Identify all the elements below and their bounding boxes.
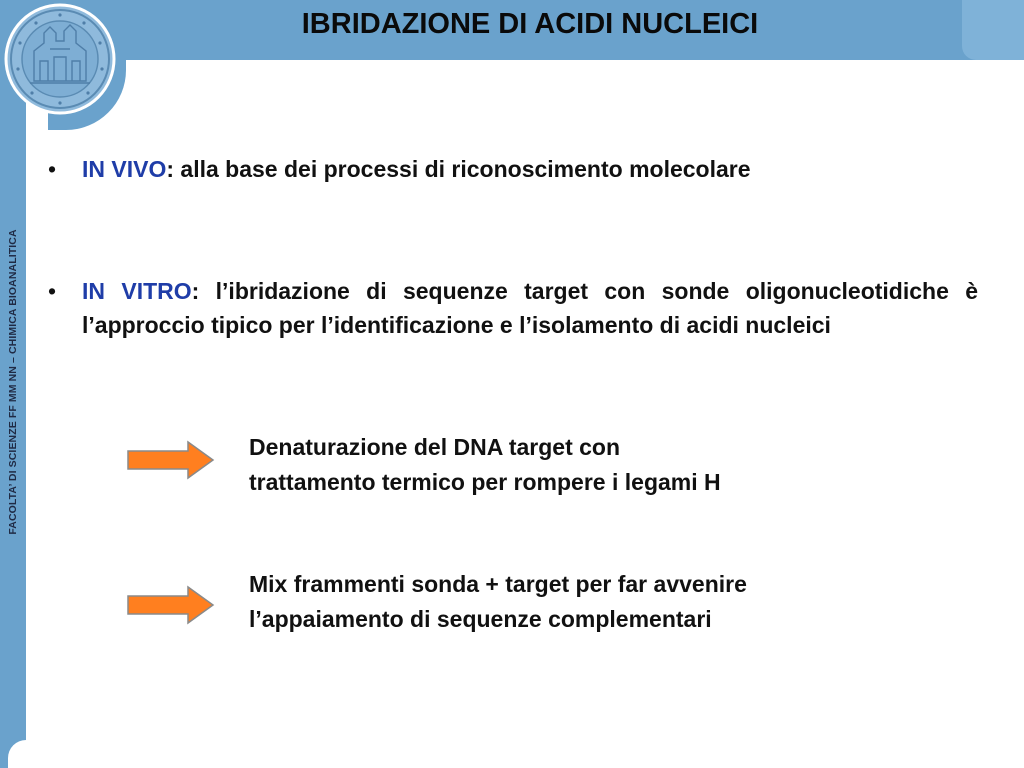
step-denaturation bbox=[249, 430, 969, 500]
university-seal-icon bbox=[4, 3, 116, 115]
keyword-in-vivo: IN VIVO bbox=[82, 156, 167, 182]
step-hybridization bbox=[249, 567, 969, 637]
bullet-marker: • bbox=[48, 278, 57, 304]
title-bar-notch bbox=[962, 0, 1024, 60]
step-denaturation-line2: trattamento termico per rompere i legami H bbox=[249, 469, 721, 495]
bullet-in-vivo-text: : alla base dei processi di riconoscimento molecolare bbox=[166, 156, 751, 182]
step-denaturation-line1: Denaturazione del DNA target con bbox=[249, 434, 621, 460]
right-arrow-icon bbox=[126, 440, 216, 480]
bullet-in-vitro-body bbox=[82, 274, 978, 342]
step-hybridization-line1: Mix frammenti sonda + target per far avvenire bbox=[249, 571, 747, 597]
bullet-marker: • bbox=[48, 156, 57, 182]
bullet-in-vitro-text: : l’ibridazione di sequenze target con sonde oligonucleotidiche è l’approccio tipico per l’identificazione e l’isolamento di acidi nucleici bbox=[82, 278, 979, 338]
bullet-in-vivo-body bbox=[82, 152, 978, 186]
step-hybridization-line2: l’appaiamento di sequenze complementari bbox=[249, 606, 712, 632]
right-arrow-icon bbox=[126, 585, 216, 625]
keyword-in-vitro: IN VITRO bbox=[82, 278, 192, 304]
slide-title: IBRIDAZIONE DI ACIDI NUCLEICI bbox=[301, 8, 759, 40]
sidebar-label: FACOLTA’ DI SCIENZE FF MM NN – CHIMICA BIOANALITICA bbox=[7, 229, 19, 535]
